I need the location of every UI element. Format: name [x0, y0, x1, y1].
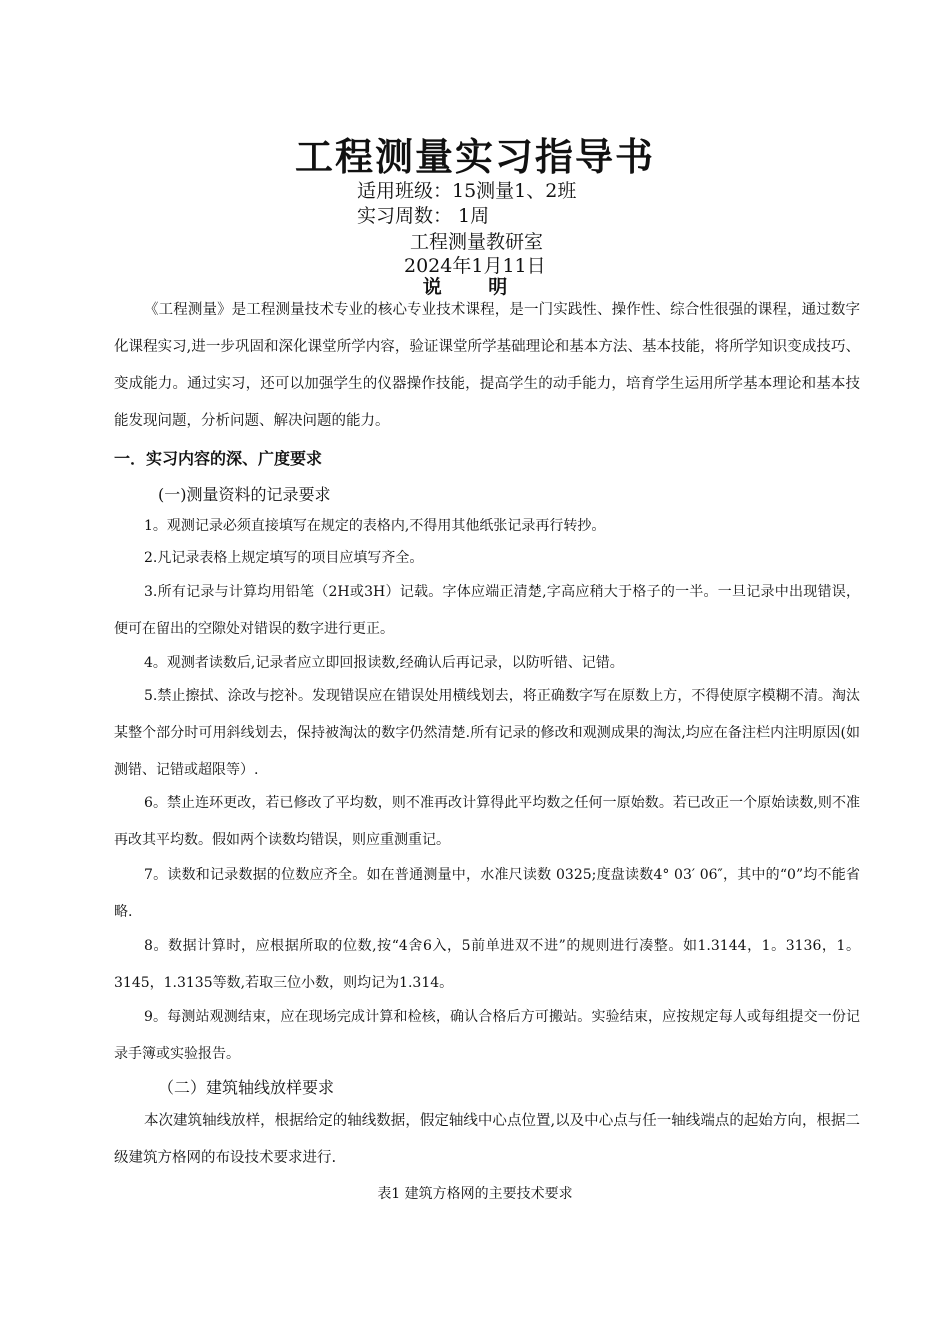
list-item: 7。读数和记录数据的位数应齐全。如在普通测量中，水准尺读数 0325;度盘读数4° 03′ 06″，其中的“0”均不能省略. [114, 867, 860, 920]
subheading-axis-layout: （二）建筑轴线放样要求 [158, 1078, 335, 1097]
list-item: 5.禁止擦拭、涂改与挖补。发现错误应在错误处用横线划去，将正确数字写在原数上方，不得使原字模糊不清。淘汰某整个部分时可用斜线划去，保持被淘汰的数字仍然清楚.所有记录的修改和观测成果的淘汰,均应在备注栏内注明原因(如测错、记错或超限等）. [114, 688, 860, 778]
document-date: 2024年1月11日 [404, 255, 546, 277]
department: 工程测量教研室 [410, 231, 544, 253]
intro-paragraph: 《工程测量》是工程测量技术专业的核心专业技术课程，是一门实践性、操作性、综合性很强的课程，通过数字化课程实习,进一步巩固和深化课堂所学内容，验证课堂所学基础理论和基本方法、基本技能，将所学知识变成技巧、变成能力。通过实习，还可以加强学生的仪器操作技能，提高学生的动手能力，培育学生运用所学基本理论和基本技能发现问题，分析问题、解决问题的能力。 [114, 302, 860, 429]
list-item: 4。观测者读数后,记录者应立即回报读数,经确认后再记录，以防听错、记错。 [144, 655, 624, 671]
practice-weeks: 实习周数： 1周 [357, 205, 490, 227]
applicable-class: 适用班级：15测量1、2班 [357, 180, 577, 202]
list-item: 8。数据计算时，应根据所取的位数,按“4舍6入，5前单进双不进”的规则进行凑整。如1.3144，1。3136，1。3145，1.3135等数,若取三位小数，则均记为1.314。 [114, 938, 860, 991]
axis-layout-paragraph: 本次建筑轴线放样，根据给定的轴线数据，假定轴线中心点位置,以及中心点与任一轴线端点的起始方向，根据二级建筑方格网的布设技术要求进行. [114, 1113, 860, 1166]
list-item: 9。每测站观测结束，应在现场完成计算和检核，确认合格后方可搬站。实验结束，应按规定每人或每组提交一份记录手簿或实验报告。 [114, 1009, 860, 1062]
list-item: 2.凡记录表格上规定填写的项目应填写齐全。 [144, 550, 424, 566]
list-item: 6。禁止连环更改，若已修改了平均数，则不准再改计算得此平均数之任何一原始数。若已改正一个原始读数,则不准再改其平均数。假如两个读数均错误，则应重测重记。 [114, 795, 860, 848]
subheading-records: (一)测量资料的记录要求 [158, 485, 331, 504]
document-title: 工程测量实习指导书 [294, 135, 655, 179]
section-title: 说 明 [422, 276, 528, 298]
table-caption: 表1 建筑方格网的主要技术要求 [377, 1186, 573, 1202]
list-item: 3.所有记录与计算均用铅笔（2H或3H）记载。字体应端正清楚,字高应稍大于格子的一半。一旦记录中出现错误，便可在留出的空隙处对错误的数字进行更正。 [114, 584, 860, 637]
heading-1: 一．实习内容的深、广度要求 [114, 449, 323, 468]
list-item: 1。观测记录必须直接填写在规定的表格内,不得用其他纸张记录再行转抄。 [144, 518, 606, 534]
